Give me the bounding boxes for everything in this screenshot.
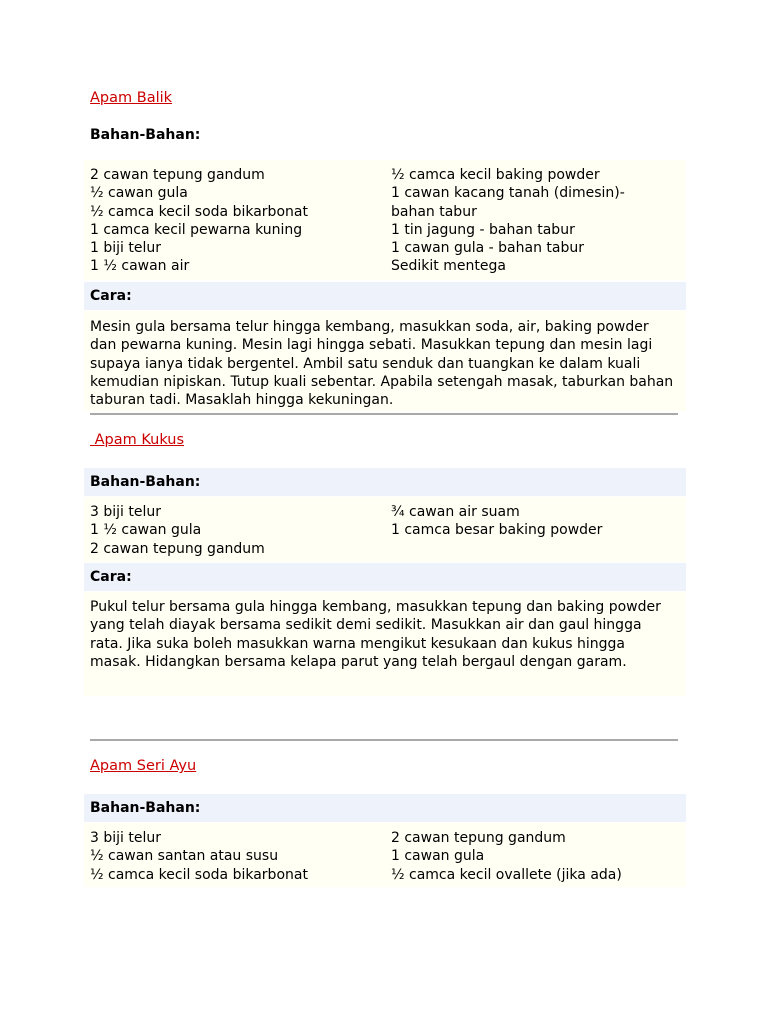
recipe-title-apam-balik[interactable]: Apam Balik	[90, 90, 173, 106]
method-panel	[84, 592, 686, 696]
ingredients-list-right	[391, 503, 602, 540]
recipe-title-apam-seri-ayu[interactable]: Apam Seri Ayu	[90, 758, 197, 774]
ingredient-item: ½ camca kecil baking powder	[391, 167, 600, 183]
ingredients-label: Bahan-Bahan:	[90, 474, 201, 490]
method-label: Cara:	[90, 288, 132, 304]
ingredients-list-right	[391, 166, 625, 276]
ingredients-panel	[84, 823, 686, 887]
section-divider	[90, 739, 678, 741]
ingredient-item: 1 camca besar baking powder	[391, 522, 603, 539]
ingredients-header	[84, 468, 686, 496]
ingredient-item: 1 cawan gula	[391, 848, 485, 865]
ingredient-item: 1 cawan kacang tanah (dimesin)-	[391, 185, 625, 202]
ingredient-item: ½ cawan santan atau susu	[90, 848, 279, 865]
section-divider	[90, 413, 678, 415]
method-text: Mesin gula bersama telur hingga kembang, masukkan soda, air, baking powder dan pewarna kuning. Mesin lagi hingga sebati. Masukkan tepung dan mesin lagi supaya ianya tidak bergentel. Ambil satu senduk dan tuangkan ke dalam kuali kemudian nipiskan. Tutup kuali sebentar. Apabila setengah masak, taburkan bahan taburan tadi. Masaklah hingga kekuningan.	[90, 319, 674, 409]
ingredient-item: 1 camca kecil pewarna kuning	[90, 221, 303, 238]
recipe-title-apam-kukus[interactable]: Apam Kukus	[90, 432, 185, 448]
method-panel	[84, 311, 686, 411]
ingredients-list-left	[90, 829, 308, 884]
ingredients-list-right	[391, 829, 622, 884]
method-header	[84, 563, 686, 591]
ingredients-list-left	[90, 503, 265, 558]
ingredient-item: 2 cawan tepung gandum	[391, 830, 566, 846]
ingredients-label: Bahan-Bahan:	[90, 127, 201, 143]
ingredient-item: 1 ½ cawan air	[90, 258, 190, 275]
ingredient-item: Sedikit mentega	[391, 258, 506, 275]
ingredient-item: 1 biji telur	[90, 240, 161, 257]
method-label: Cara:	[90, 569, 132, 585]
ingredient-item: 1 ½ cawan gula	[90, 522, 202, 539]
ingredient-item: 3 biji telur	[90, 830, 161, 846]
ingredient-item: 1 tin jagung - bahan tabur	[391, 221, 575, 238]
ingredients-panel	[84, 497, 686, 562]
ingredients-panel	[84, 160, 686, 280]
ingredient-item: ½ camca kecil ovallete (jika ada)	[391, 866, 622, 883]
ingredient-item: bahan tabur	[391, 203, 477, 220]
ingredients-label: Bahan-Bahan:	[90, 800, 201, 816]
method-header	[84, 282, 686, 310]
ingredient-item: ¾ cawan air suam	[391, 504, 520, 520]
ingredients-header	[84, 794, 686, 822]
ingredient-item: ½ camca kecil soda bikarbonat	[90, 866, 308, 883]
ingredient-item: 2 cawan tepung gandum	[90, 167, 265, 183]
ingredient-item: ½ cawan gula	[90, 185, 188, 202]
method-text: Pukul telur bersama gula hingga kembang, masukkan tepung dan baking powder yang telah diayak bersama sedikit demi sedikit. Masukkan air dan gaul hingga rata. Jika suka boleh masukkan warna mengikut kesukaan dan kukus hingga masak. Hidangkan bersama kelapa parut yang telah bergaul dengan garam.	[90, 599, 661, 670]
ingredient-item: 3 biji telur	[90, 504, 161, 520]
ingredient-item: 1 cawan gula - bahan tabur	[391, 240, 584, 257]
ingredient-item: ½ camca kecil soda bikarbonat	[90, 203, 308, 220]
ingredient-item: 2 cawan tepung gandum	[90, 540, 265, 557]
ingredients-list-left	[90, 166, 308, 276]
